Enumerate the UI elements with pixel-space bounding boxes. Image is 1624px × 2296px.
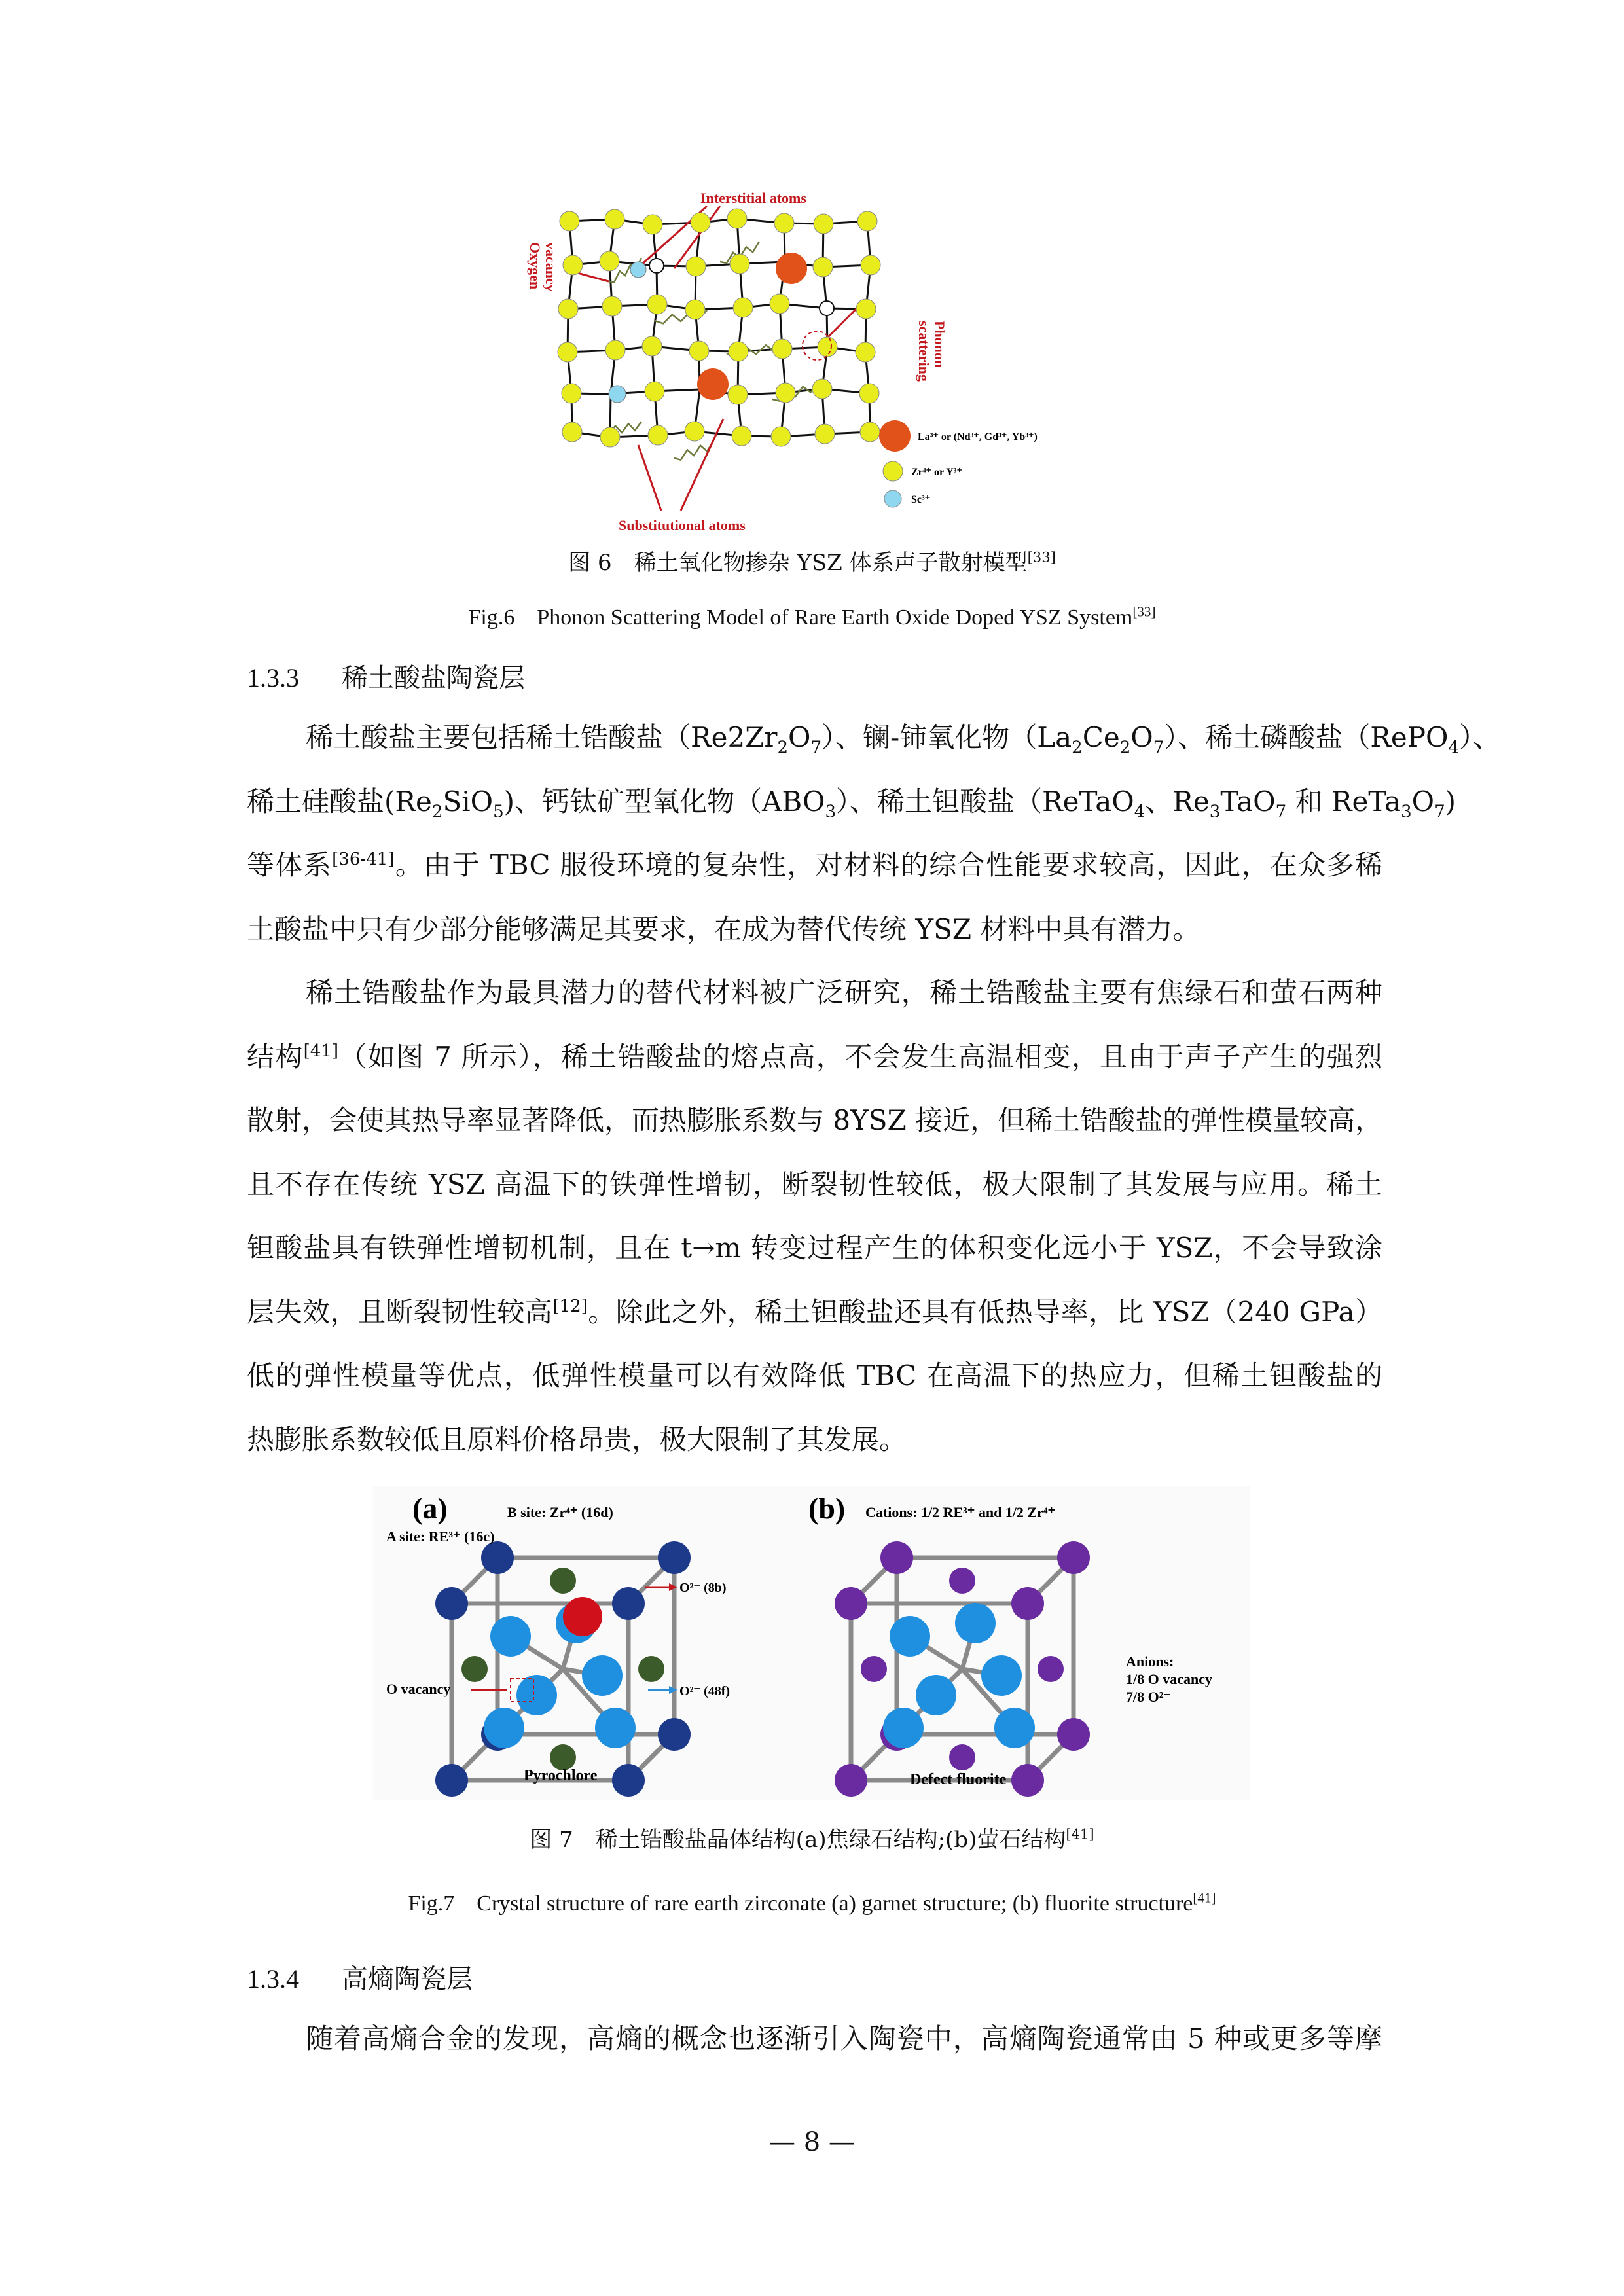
zr-atom bbox=[642, 336, 662, 356]
corner-atom bbox=[1057, 1541, 1090, 1574]
zr-atom bbox=[861, 255, 880, 275]
zr-atom bbox=[774, 213, 794, 233]
oxygen-label: Oxygen bbox=[527, 242, 543, 290]
section-number: 1.3.3 bbox=[247, 663, 299, 692]
o48f-label: O²⁻ (48f) bbox=[679, 1684, 731, 1698]
text-line: 散射，会使其热导率显著降低，而热膨胀系数与 8YSZ 接近，但稀土锆酸盐的弹性模量较高， bbox=[247, 1104, 1383, 1136]
text-line: 等体系[36-41]。由于 TBC 服役环境的复杂性，对材料的综合性能要求较高，因此，在众多稀 bbox=[247, 849, 1382, 881]
inner-atom bbox=[883, 1708, 924, 1748]
text-line: 层失效，且断裂韧性较高[12]。除此之外，稀土钽酸盐还具有低热导率，比 YSZ（240 GPa） bbox=[247, 1295, 1382, 1328]
zr-atom bbox=[562, 422, 582, 442]
oxygen-vacancy-site bbox=[820, 301, 834, 315]
figure-6-caption-en: Fig.6 Phonon Scattering Model of Rare Earth Oxide Doped YSZ System[33] bbox=[468, 603, 1156, 630]
zr-atom bbox=[562, 384, 581, 403]
zr-atom bbox=[558, 299, 578, 319]
anions-label: Anions: bbox=[1126, 1653, 1174, 1670]
corner-atom bbox=[1057, 1718, 1090, 1751]
inner-atom bbox=[916, 1675, 956, 1715]
o8b-atom bbox=[563, 1597, 602, 1636]
vacancy-label: vacancy bbox=[543, 242, 559, 292]
substitutional-label: Substitutional atoms bbox=[619, 517, 746, 533]
corner-atom bbox=[612, 1587, 645, 1620]
legend-sc-atom bbox=[884, 490, 901, 507]
zr-atom bbox=[600, 427, 620, 447]
zr-atom bbox=[558, 342, 577, 362]
text-line: 稀土酸盐主要包括稀土锆酸盐$(Re2Zr_2O_7)$、镧-铈氧化物$(La_2Ce_2O_7)$、稀土磷酸盐（RePO$_4$）、 bbox=[306, 721, 1501, 758]
figure-6-phonon-scattering-model bbox=[511, 183, 1113, 537]
edge-atom bbox=[638, 1656, 664, 1682]
corner-atom bbox=[481, 1541, 514, 1574]
inner-atom bbox=[595, 1708, 636, 1748]
paragraph-rare-earth-zirconates bbox=[247, 961, 1382, 1471]
edge-atom bbox=[949, 1568, 975, 1594]
inner-atom bbox=[516, 1675, 557, 1715]
legend-zr-atom bbox=[883, 461, 903, 481]
zr-atom bbox=[860, 422, 880, 442]
zr-atom bbox=[563, 255, 583, 275]
anion1-label: 1/8 O vacancy bbox=[1126, 1671, 1212, 1687]
corner-atom bbox=[435, 1587, 468, 1620]
text-line: 低的弹性模量等优点，低弹性模量可以有效降低 TBC 在高温下的热应力，但稀土钽酸盐的 bbox=[247, 1359, 1382, 1391]
section-heading-1-3-4 bbox=[247, 1958, 473, 1996]
figure-7-zirconate-structures bbox=[373, 1486, 1250, 1800]
panel-a-label: (a) bbox=[412, 1492, 448, 1525]
zr-atom bbox=[685, 422, 704, 441]
text-line: 稀土硅酸盐$(Re_2SiO_5)$、钙钛矿型氧化物$(ABO_3)$、稀土钽酸盐（ReTaO$_4$、$Re_3TaO_7$ 和 $ReTa_3O_7$) bbox=[247, 785, 1456, 821]
legend-zr-text: Zr⁴⁺ or Y³⁺ bbox=[911, 467, 963, 478]
text-line: 稀土锆酸盐作为最具潜力的替代材料被广泛研究，稀土锆酸盐主要有焦绿石和萤石两种 bbox=[306, 977, 1382, 1009]
sc-atom bbox=[609, 386, 626, 403]
corner-atom bbox=[612, 1764, 645, 1797]
inner-atom bbox=[890, 1616, 930, 1657]
interstitial-sc-atom bbox=[630, 262, 646, 278]
zr-atom bbox=[600, 251, 619, 271]
scattering-label: scattering bbox=[916, 321, 932, 382]
figure6-legend bbox=[879, 420, 1038, 507]
zr-atom bbox=[856, 342, 875, 362]
zr-atom bbox=[772, 339, 792, 359]
pointer-line bbox=[638, 445, 661, 511]
oxygen-vacancy-site bbox=[649, 259, 664, 273]
zr-atom bbox=[645, 382, 664, 401]
section-title: 稀土酸盐陶瓷层 bbox=[342, 663, 525, 692]
corner-atom bbox=[658, 1541, 691, 1574]
defect-fluorite-label: Defect fluorite bbox=[910, 1771, 1007, 1788]
figure-7-caption-en: Fig.7 Crystal structure of rare earth zirconate (a) garnet structure; (b) fluorite structure[41] bbox=[408, 1890, 1216, 1916]
text-line: 土酸盐中只有少部分能够满足其要求，在成为替代传统 YSZ 材料中具有潜力。 bbox=[247, 912, 1200, 945]
inner-atom bbox=[994, 1708, 1035, 1748]
edge-atom bbox=[550, 1744, 576, 1770]
zr-atom bbox=[691, 213, 710, 232]
anion2-label: 7/8 O²⁻ bbox=[1126, 1689, 1171, 1705]
corner-atom bbox=[658, 1718, 691, 1751]
zr-atom bbox=[560, 211, 579, 231]
o8b-label: O²⁻ (8b) bbox=[679, 1581, 727, 1595]
zr-atom bbox=[813, 257, 833, 277]
zr-atom bbox=[648, 425, 668, 445]
zr-atom bbox=[733, 298, 753, 317]
corner-atom bbox=[880, 1541, 913, 1574]
panel-b-label: (b) bbox=[808, 1492, 846, 1525]
zr-atom bbox=[602, 296, 622, 316]
substitutional-la-atom bbox=[776, 253, 807, 284]
zr-atom bbox=[730, 254, 749, 274]
edge-atom bbox=[461, 1656, 488, 1682]
section-heading-1-3-3 bbox=[247, 657, 525, 694]
zr-atom bbox=[689, 341, 709, 361]
text-line: 钽酸盐具有铁弹性增韧机制，且在 t→m 转变过程产生的体积变化远小于 YSZ，不会导致涂 bbox=[247, 1232, 1382, 1264]
zr-atom bbox=[728, 385, 748, 404]
corner-atom bbox=[1011, 1587, 1044, 1620]
corner-atom bbox=[1011, 1764, 1044, 1797]
zr-atom bbox=[812, 379, 832, 399]
zr-atom bbox=[857, 211, 877, 231]
zr-atom bbox=[686, 257, 706, 276]
zr-atom bbox=[859, 384, 879, 403]
edge-atom bbox=[949, 1744, 975, 1770]
cations-label: Cations: 1/2 RE³⁺ and 1/2 Zr⁴⁺ bbox=[865, 1504, 1056, 1520]
page-number: — 8 — bbox=[769, 2127, 855, 2157]
text-line: 热膨胀系数较低且原料价格昂贵，极大限制了其发展。 bbox=[247, 1423, 907, 1456]
inner-atom bbox=[484, 1708, 524, 1748]
legend-la-text: La³⁺ or (Nd³⁺, Gd³⁺, Yb³⁺) bbox=[918, 431, 1038, 442]
bsite-label: B site: Zr⁴⁺ (16d) bbox=[507, 1504, 613, 1520]
section-title: 高熵陶瓷层 bbox=[342, 1964, 473, 1994]
inner-atom bbox=[981, 1655, 1022, 1696]
text-line: 且不存在传统 YSZ 高温下的铁弹性增韧，断裂韧性较低，极大限制了其发展与应用。稀土 bbox=[247, 1168, 1382, 1200]
zr-atom bbox=[856, 299, 876, 319]
phonon-label: Phonon bbox=[931, 321, 948, 368]
zr-atom bbox=[647, 295, 667, 314]
corner-atom bbox=[835, 1587, 867, 1620]
asite-label: A site: RE³⁺ (16c) bbox=[386, 1528, 495, 1545]
zr-atom bbox=[732, 426, 751, 446]
paragraph-rare-earth-salts bbox=[247, 706, 1501, 961]
ovacancy-label: O vacancy bbox=[386, 1681, 451, 1697]
substitutional-la-atom bbox=[697, 368, 729, 400]
section-number: 1.3.4 bbox=[247, 1964, 299, 1994]
paragraph-high-entropy bbox=[247, 2007, 1382, 2071]
zr-atom bbox=[729, 342, 748, 361]
corner-atom bbox=[435, 1764, 468, 1797]
figure-7-caption-cn: 图 7 稀土锆酸盐晶体结构(a)焦绿石结构;(b)萤石结构[41] bbox=[530, 1825, 1094, 1853]
legend-sc-text: Sc³⁺ bbox=[911, 494, 931, 505]
zr-atom bbox=[770, 294, 789, 314]
pyrochlore-label: Pyrochlore bbox=[524, 1767, 598, 1784]
figure-6-caption-cn: 图 6 稀土氧化物掺杂 YSZ 体系声子散射模型[33] bbox=[568, 548, 1056, 576]
inner-atom bbox=[582, 1655, 623, 1696]
edge-atom bbox=[550, 1568, 576, 1594]
inner-atom bbox=[955, 1603, 996, 1643]
zr-atom bbox=[776, 383, 795, 403]
corner-atom bbox=[835, 1764, 867, 1797]
zr-atom bbox=[605, 340, 625, 360]
text-line: 结构[41]（如图 7 所示），稀土锆酸盐的熔点高，不会发生高温相变，且由于声子产生的强烈 bbox=[247, 1040, 1382, 1073]
edge-atom bbox=[861, 1656, 887, 1682]
inner-atom bbox=[490, 1616, 531, 1657]
interstitial-label: Interstitial atoms bbox=[700, 190, 806, 206]
edge-atom bbox=[1038, 1656, 1064, 1682]
text-line: 随着高熵合金的发现，高熵的概念也逐渐引入陶瓷中，高熵陶瓷通常由 5 种或更多等摩 bbox=[306, 2022, 1382, 2054]
legend-la-atom bbox=[879, 420, 911, 452]
zr-atom bbox=[771, 427, 791, 446]
zr-atom bbox=[727, 209, 747, 228]
zr-atom bbox=[814, 214, 833, 234]
zr-atom bbox=[815, 424, 835, 444]
zr-atom bbox=[643, 215, 662, 234]
zr-atom bbox=[605, 209, 624, 229]
zr-atom bbox=[685, 300, 705, 319]
zr-atom bbox=[818, 337, 837, 357]
